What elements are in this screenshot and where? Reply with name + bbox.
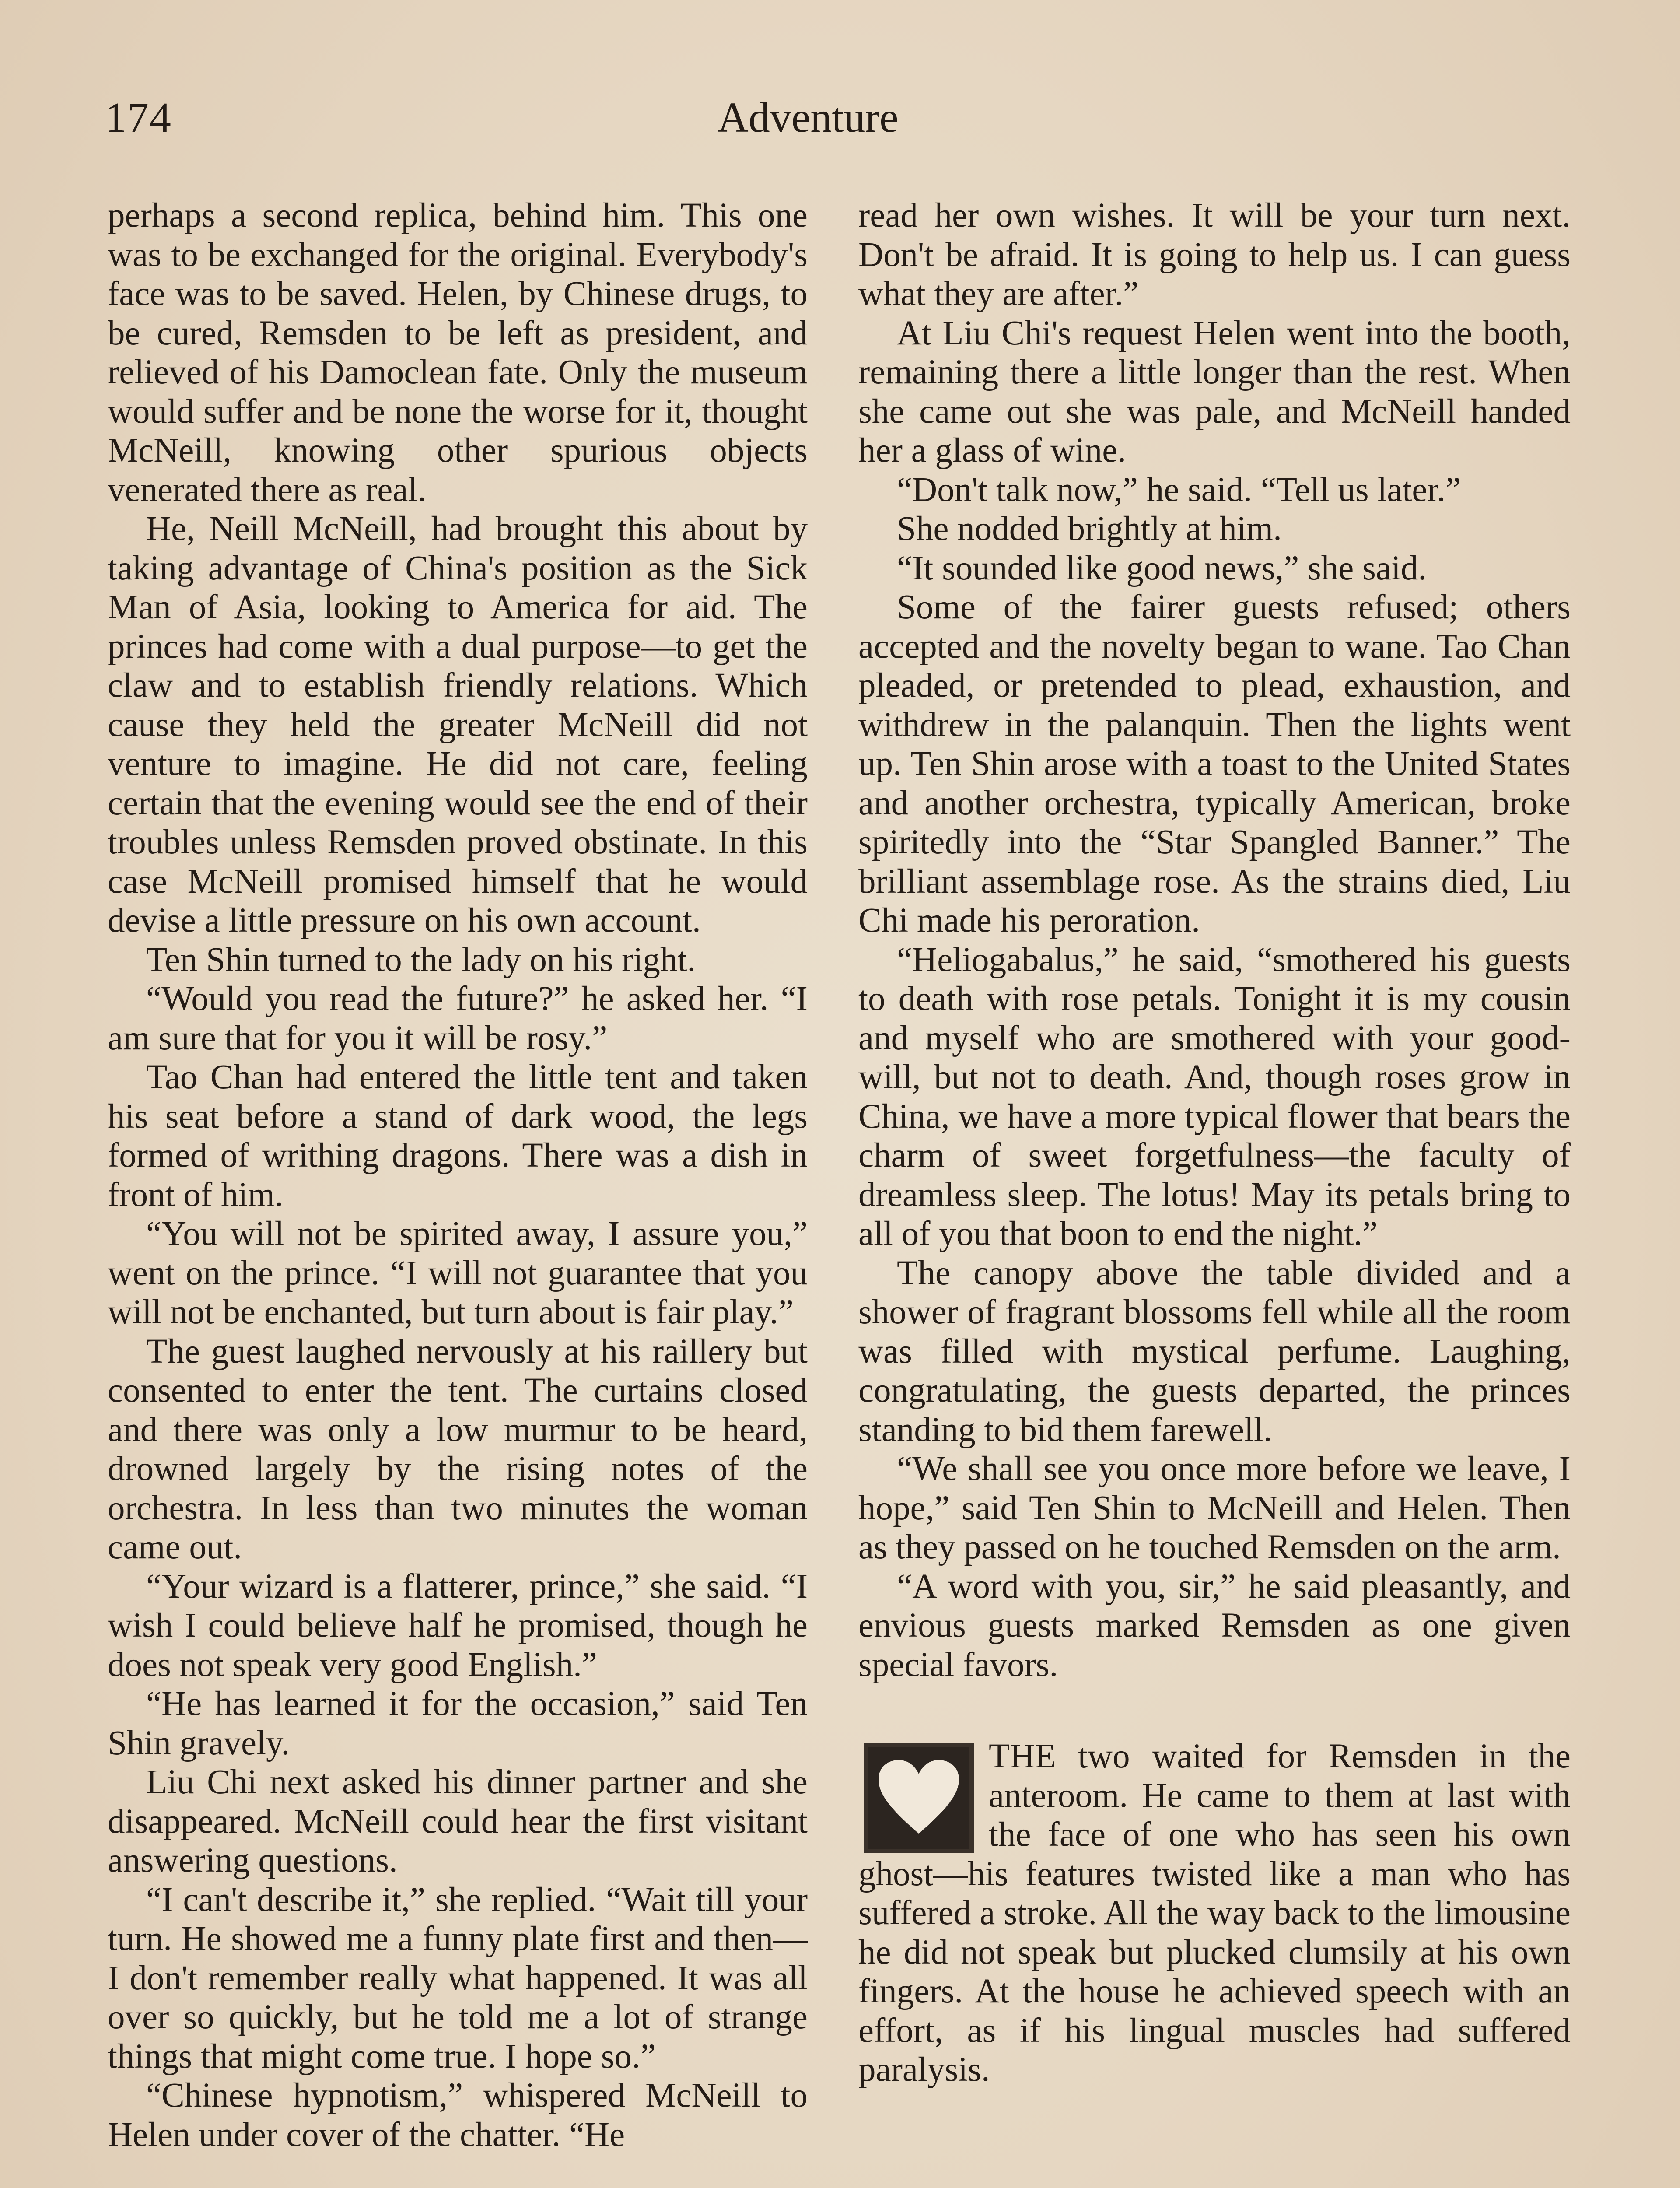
paragraph: “It sounded like good news,” she said. [897,549,1427,587]
section-paragraph: THE two waited for Remsden in the anteroom. He came to them at last with the face of one who has seen his own ghost—his features twisted like a man who has suffered a stroke. All the way back to the limousine he did not speak but plucked clumsily at his own fingers. At the house he achieved speech with an effort, as if his lingual muscles had suffered paralysis. [858,1737,1571,2089]
paragraph: “A word with you, sir,” he said pleasantly, and envious guests marked Remsden as one given special favors. [858,1567,1571,1684]
paragraph: “You will not be spirited away, I assure you,” went on the prince. “I will not guarantee that you will not be enchanted, but turn about is fair play.” [108,1215,808,1331]
paragraph: Liu Chi next asked his dinner partner and she disappeared. McNeill could hear the first visitant answering questions. [108,1763,808,1879]
paragraph: He, Neill McNeill, had brought this about by taking advantage of China's position as the Sick Man of Asia, looking to America for aid. The princes had come with a dual purpose—to get the claw and to establish friendly relations. Which cause they held the greater McNeill did not venture to imagine. He did not care, feeling certain that the evening would see the end of their troubles unless Remsden proved obstinate. In this case McNeill promised himself that he would devise a little pressure on his own account. [108,510,808,940]
paragraph: “Your wizard is a flatterer, prince,” she said. “I wish I could believe half he promised, though he does not speak very good English.” [108,1567,808,1684]
paragraph: “He has learned it for the occasion,” said Ten Shin gravely. [108,1685,808,1762]
paragraph: The canopy above the table divided and a shower of fragrant blossoms fell while all the room was filled with mystical perfume. Laughing, congratulating, the guests departed, the princes standing to bid them farewell. [858,1254,1571,1449]
paragraph: “I can't describe it,” she replied. “Wait till your turn. He showed me a funny plate first and then—I don't remember really what happened. It was all over so quickly, but he told me a lot of strange things that might come true. I hope so.” [108,1880,808,2076]
right-column [858,196,1571,2090]
paragraph: “Heliogabalus,” he said, “smothered his guests to death with rose petals. Tonight it is my cousin and myself who are smothered with your good-will, but not to death. And, though roses grow in China, we have a more typical flower that bears the charm of sweet forgetfulness—the faculty of dreamless sleep. The lotus! May its petals bring to all of you that boon to end the night.” [858,940,1571,1253]
page-number: 174 [105,94,172,141]
heart-dropcap-icon [864,1743,974,1853]
paragraph: The guest laughed nervously at his raillery but consented to enter the tent. The curtains closed and there was only a low murmur to be heard, drowned largely by the rising notes of the orchestra. In less than two minutes the woman came out. [108,1332,808,1566]
paragraph: Ten Shin turned to the lady on his right. [146,940,696,979]
paragraph: “Would you read the future?” he asked her. “I am sure that for you it will be rosy.” [108,980,808,1057]
paragraph: perhaps a second replica, behind him. This one was to be exchanged for the original. Everybody's face was to be saved. Helen, by Chinese drugs, to be cured, Remsden to be left as president, and relieved of his Damoclean fate. Only the museum would suffer and be none the worse for it, thought McNeill, knowing other spurious objects venerated there as real. [108,196,808,509]
paragraph: read her own wishes. It will be your turn next. Don't be afraid. It is going to help us. I can guess what they are after.” [858,196,1571,313]
paragraph: At Liu Chi's request Helen went into the booth, remaining there a little longer than the rest. When she came out she was pale, and McNeill handed her a glass of wine. [858,314,1571,470]
left-column [108,196,808,2154]
paragraph: She nodded brightly at him. [897,510,1282,548]
paragraph: “Chinese hypnotism,” whispered McNeill to Helen under cover of the chatter. “He [108,2076,808,2154]
paragraph: Some of the fairer guests refused; others accepted and the novelty began to wane. Tao Chan pleaded, or pretended to plead, exhaustion, and withdrew in the palanquin. Then the lights went up. Ten Shin arose with a toast to the United States and another orchestra, typically American, broke spiritedly into the “Star Spangled Banner.” The brilliant assemblage rose. As the strains died, Liu Chi made his peroration. [858,588,1571,940]
paragraph: “We shall see you once more before we leave, I hope,” said Ten Shin to McNeill and Helen. Then as they passed on he touched Remsden on the arm. [858,1450,1571,1566]
paragraph: “Don't talk now,” he said. “Tell us later.” [897,470,1461,509]
paragraph: Tao Chan had entered the little tent and taken his seat before a stand of dark wood, the legs formed of writhing dragons. There was a dish in front of him. [108,1058,808,1214]
section-break [858,1737,1571,2090]
running-head: Adventure [718,94,899,141]
